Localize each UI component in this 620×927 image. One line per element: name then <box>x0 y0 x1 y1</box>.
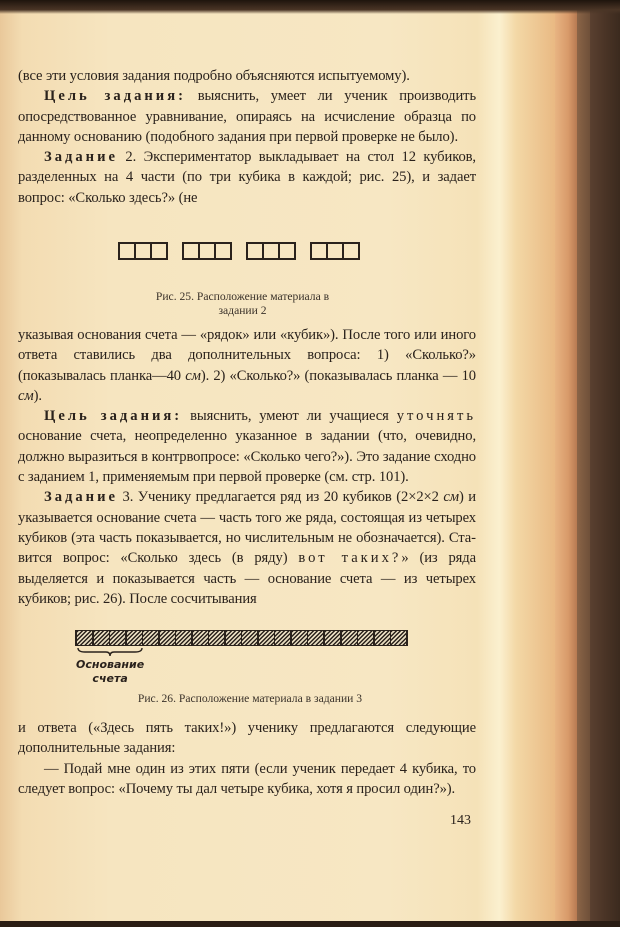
task-heading: Задание <box>44 149 118 166</box>
paragraph: и ответа («Здесь пять таких!») ученику предлагаются следующие дополнительные задания: <box>18 720 476 757</box>
figure-25-cube-groups <box>118 242 360 260</box>
figure-26-cube-row <box>75 630 408 646</box>
hatched-cube <box>143 631 158 645</box>
text-block-bottom <box>18 718 476 799</box>
paragraph-goal-1: Цель задания: выяснить, умеет ли ученик производить опосредствованное уравнивание, опираясь на исчисление образца по данному основанию (подобного задания при первой проверке не было). <box>18 88 477 145</box>
hatched-cube <box>259 631 274 645</box>
text-block-top <box>18 66 476 208</box>
paragraph-task-3: Задание 3. Ученику предлагается ряд из 20 кубиков (2×2×2 см) и указывается основание счета — часть того же ряда, состоящая из четырех кубиков (эта часть показывается, но числительным не обозначается). Ставится вопрос: «Сколько здесь (в ряду) вот таких?» (из ряда выделяется и показывается часть — основание счета — из четырех кубиков; рис. 26). После сосчитывания <box>18 489 476 607</box>
brace-icon <box>77 648 143 656</box>
figure-25-caption: Рис. 25. Расположение материала в задании 2 <box>155 290 330 317</box>
hatched-cube <box>242 631 257 645</box>
base-of-count-label: Основание счета <box>76 658 145 685</box>
cube-group <box>182 242 232 260</box>
figure-26-caption: Рис. 26. Расположение материала в задании 3 <box>137 692 363 705</box>
page-number: 143 <box>450 813 471 828</box>
book-spine-edge <box>577 0 590 927</box>
hatched-cube <box>127 631 142 645</box>
hatched-cube <box>160 631 175 645</box>
cube-group <box>246 242 296 260</box>
goal-heading: Цель задания: <box>44 408 183 425</box>
hatched-cube <box>391 631 406 645</box>
hatched-cube <box>308 631 323 645</box>
hatched-cube <box>342 631 357 645</box>
book-cover-edge <box>590 0 620 927</box>
scan-bottom-shadow <box>0 921 620 927</box>
cube-group <box>310 242 360 260</box>
paragraph: указывая основания счета — «рядок» или «кубик»). После того или иного ответа ставились два дополнительных вопроса: 1) «Сколько?» (показывалась планка—40 см). 2) «Сколько?» (показывалась планка — 10 см). <box>18 327 476 404</box>
paragraph-dialogue: — Подай мне один из этих пяти (если ученик передает 4 кубика, то следует вопрос: «Почему ты дал четыре кубика, хотя я просил один?»). <box>18 760 476 797</box>
paragraph-goal-2: Цель задания: выяснить, умеют ли учащиеся уточнять основание счета, неопределенно указанное в задании (что, очевидно, должно выразиться в контрвопросе: «Сколько чего?»). Это задание сходно с заданием 1, применяемым при первой проверке (см. стр. 101). <box>18 408 476 486</box>
goal-heading: Цель задания: <box>44 88 186 105</box>
page-edge <box>555 0 577 927</box>
paragraph-task-2: Задание 2. Экспериментатор выкладывает на стол 12 кубиков, разделенных на 4 части (по три кубика в каждой; рис. 25), и задает вопрос: «Сколько здесь?» (не <box>18 149 476 206</box>
hatched-cube <box>110 631 125 645</box>
paragraph: (все эти условия задания подробно объясняются испытуемому). <box>18 68 410 84</box>
hatched-cube <box>176 631 191 645</box>
cube-group <box>118 242 168 260</box>
hatched-cube <box>209 631 224 645</box>
task-heading: Задание <box>44 489 118 506</box>
hatched-cube <box>375 631 390 645</box>
hatched-cube <box>226 631 241 645</box>
hatched-cube <box>325 631 340 645</box>
text-block-middle <box>18 325 476 609</box>
hatched-cube <box>94 631 109 645</box>
hatched-cube <box>193 631 208 645</box>
hatched-cube <box>77 631 92 645</box>
hatched-cube <box>292 631 307 645</box>
scan-top-shadow <box>0 0 620 14</box>
hatched-cube <box>358 631 373 645</box>
hatched-cube <box>275 631 290 645</box>
